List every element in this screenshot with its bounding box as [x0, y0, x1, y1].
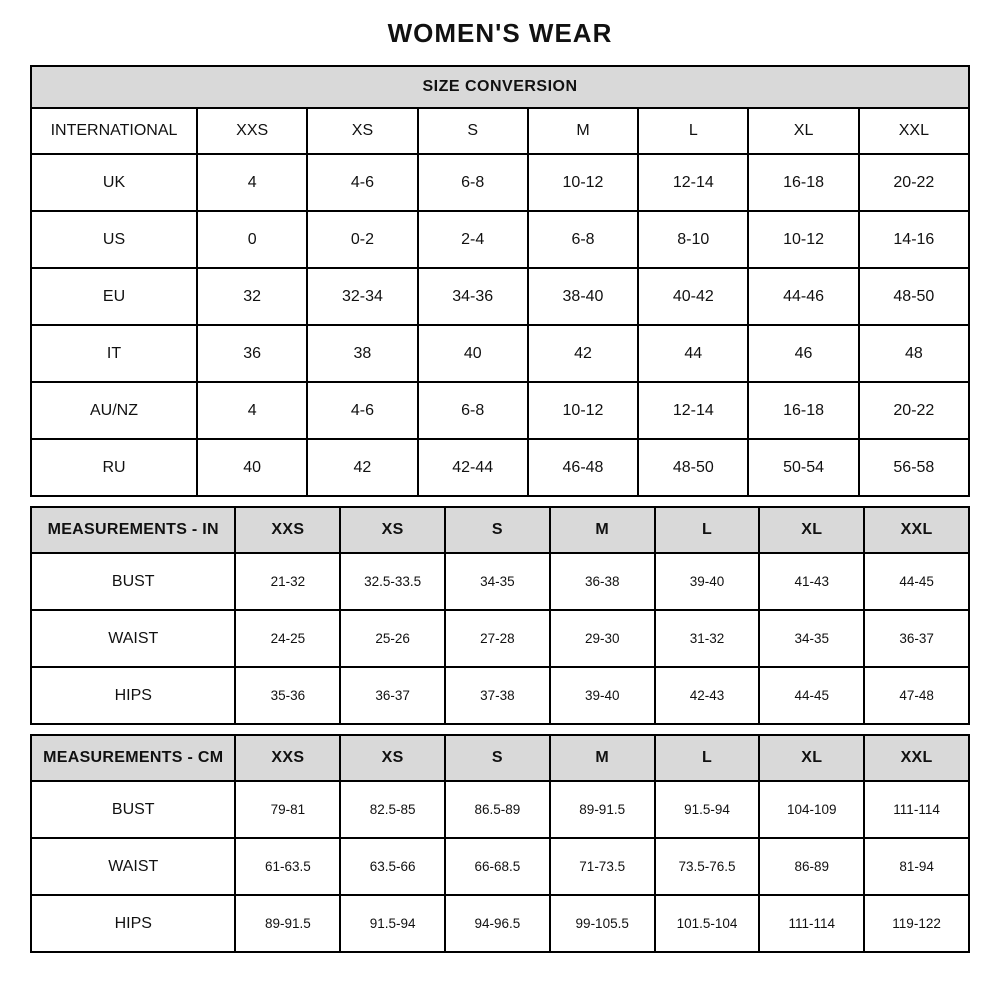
- table-cell: 32-34: [307, 268, 417, 325]
- table-row: [31, 325, 969, 382]
- table-cell: 119-122: [864, 895, 969, 952]
- column-header: L: [655, 735, 760, 781]
- table-title-cell: INTERNATIONAL: [31, 108, 197, 154]
- table-cell: 48-50: [859, 268, 969, 325]
- table-row: [31, 439, 969, 496]
- table-row: [31, 838, 969, 895]
- table-cell: 42-44: [418, 439, 528, 496]
- table-cell: 4-6: [307, 382, 417, 439]
- table-cell: 12-14: [638, 154, 748, 211]
- column-header: XXL: [859, 108, 969, 154]
- table-cell: 73.5-76.5: [655, 838, 760, 895]
- table-row: [31, 154, 969, 211]
- row-label: HIPS: [31, 667, 235, 724]
- column-header: S: [445, 507, 550, 553]
- table-cell: 8-10: [638, 211, 748, 268]
- table-cell: 10-12: [528, 154, 638, 211]
- table-cell: 44-45: [759, 667, 864, 724]
- table-cell: 89-91.5: [550, 781, 655, 838]
- table-cell: 50-54: [748, 439, 858, 496]
- table-row: [31, 610, 969, 667]
- table-title-cell: MEASUREMENTS - IN: [31, 507, 235, 553]
- table-cell: 40-42: [638, 268, 748, 325]
- table-cell: 46-48: [528, 439, 638, 496]
- table-cell: 46: [748, 325, 858, 382]
- table-cell: 111-114: [864, 781, 969, 838]
- table-cell: 12-14: [638, 382, 748, 439]
- table-cell: 35-36: [235, 667, 340, 724]
- measurements-cm-table: [30, 734, 970, 953]
- table-header-row: [31, 507, 969, 553]
- column-header: XL: [759, 507, 864, 553]
- measurements-in-table: [30, 506, 970, 725]
- table-cell: 32: [197, 268, 307, 325]
- table-row: [31, 781, 969, 838]
- table-cell: 39-40: [550, 667, 655, 724]
- table-cell: 16-18: [748, 382, 858, 439]
- table-cell: 10-12: [528, 382, 638, 439]
- table-cell: 86.5-89: [445, 781, 550, 838]
- column-header: XL: [748, 108, 858, 154]
- table-cell: 44: [638, 325, 748, 382]
- table-cell: 20-22: [859, 382, 969, 439]
- table-cell: 0: [197, 211, 307, 268]
- table-cell: 6-8: [418, 382, 528, 439]
- column-header: S: [418, 108, 528, 154]
- table-cell: 36-38: [550, 553, 655, 610]
- row-label: US: [31, 211, 197, 268]
- table-cell: 89-91.5: [235, 895, 340, 952]
- table-cell: 20-22: [859, 154, 969, 211]
- column-header: XS: [340, 735, 445, 781]
- table-row: [31, 667, 969, 724]
- table-cell: 4-6: [307, 154, 417, 211]
- column-header: XXL: [864, 507, 969, 553]
- table-row: [31, 382, 969, 439]
- table-cell: 40: [418, 325, 528, 382]
- table-cell: 111-114: [759, 895, 864, 952]
- table-cell: 94-96.5: [445, 895, 550, 952]
- table-cell: 104-109: [759, 781, 864, 838]
- size-conversion-table: [30, 65, 970, 497]
- column-header: XS: [307, 108, 417, 154]
- table-cell: 81-94: [864, 838, 969, 895]
- table-cell: 38: [307, 325, 417, 382]
- table-cell: 91.5-94: [340, 895, 445, 952]
- table-header-row: [31, 735, 969, 781]
- table-cell: 41-43: [759, 553, 864, 610]
- table-cell: 6-8: [528, 211, 638, 268]
- column-header: M: [550, 507, 655, 553]
- column-header: M: [528, 108, 638, 154]
- table-cell: 6-8: [418, 154, 528, 211]
- table-title-cell: MEASUREMENTS - CM: [31, 735, 235, 781]
- column-header: XXS: [235, 735, 340, 781]
- table-cell: 99-105.5: [550, 895, 655, 952]
- table-row: [31, 553, 969, 610]
- table-cell: 4: [197, 382, 307, 439]
- table-cell: 10-12: [748, 211, 858, 268]
- table-cell: 36-37: [864, 610, 969, 667]
- table-cell: 34-36: [418, 268, 528, 325]
- column-header: L: [638, 108, 748, 154]
- table-cell: 63.5-66: [340, 838, 445, 895]
- table-cell: 32.5-33.5: [340, 553, 445, 610]
- column-header: XS: [340, 507, 445, 553]
- table-cell: 27-28: [445, 610, 550, 667]
- table-cell: 0-2: [307, 211, 417, 268]
- page-title: WOMEN'S WEAR: [387, 18, 613, 48]
- row-label: IT: [31, 325, 197, 382]
- column-header: S: [445, 735, 550, 781]
- table-cell: 48-50: [638, 439, 748, 496]
- table-cell: 44-45: [864, 553, 969, 610]
- column-header: XL: [759, 735, 864, 781]
- table-cell: 2-4: [418, 211, 528, 268]
- table-cell: 34-35: [759, 610, 864, 667]
- table-cell: 34-35: [445, 553, 550, 610]
- column-header: XXS: [197, 108, 307, 154]
- row-label: AU/NZ: [31, 382, 197, 439]
- table-cell: 31-32: [655, 610, 760, 667]
- table-row: [31, 268, 969, 325]
- table-cell: 101.5-104: [655, 895, 760, 952]
- table-cell: 40: [197, 439, 307, 496]
- table-cell: 29-30: [550, 610, 655, 667]
- table-cell: 14-16: [859, 211, 969, 268]
- table-cell: 86-89: [759, 838, 864, 895]
- table-cell: 25-26: [340, 610, 445, 667]
- table-cell: 24-25: [235, 610, 340, 667]
- column-header: XXS: [235, 507, 340, 553]
- table-cell: 37-38: [445, 667, 550, 724]
- column-header: XXL: [864, 735, 969, 781]
- table-cell: 66-68.5: [445, 838, 550, 895]
- column-header: L: [655, 507, 760, 553]
- table-cell: 56-58: [859, 439, 969, 496]
- row-label: BUST: [31, 781, 235, 838]
- row-label: WAIST: [31, 610, 235, 667]
- table-cell: 82.5-85: [340, 781, 445, 838]
- row-label: EU: [31, 268, 197, 325]
- table-banner: SIZE CONVERSION: [31, 66, 969, 108]
- table-cell: 38-40: [528, 268, 638, 325]
- table-cell: 39-40: [655, 553, 760, 610]
- table-cell: 36: [197, 325, 307, 382]
- column-header: M: [550, 735, 655, 781]
- table-cell: 42: [528, 325, 638, 382]
- table-cell: 44-46: [748, 268, 858, 325]
- table-cell: 42-43: [655, 667, 760, 724]
- table-cell: 79-81: [235, 781, 340, 838]
- table-cell: 71-73.5: [550, 838, 655, 895]
- row-label: WAIST: [31, 838, 235, 895]
- table-cell: 36-37: [340, 667, 445, 724]
- row-label: BUST: [31, 553, 235, 610]
- table-cell: 42: [307, 439, 417, 496]
- table-row: [31, 895, 969, 952]
- table-cell: 21-32: [235, 553, 340, 610]
- table-header-row: [31, 108, 969, 154]
- row-label: RU: [31, 439, 197, 496]
- table-cell: 16-18: [748, 154, 858, 211]
- row-label: HIPS: [31, 895, 235, 952]
- table-cell: 4: [197, 154, 307, 211]
- table-cell: 48: [859, 325, 969, 382]
- row-label: UK: [31, 154, 197, 211]
- table-cell: 47-48: [864, 667, 969, 724]
- table-row: [31, 211, 969, 268]
- table-cell: 61-63.5: [235, 838, 340, 895]
- table-cell: 91.5-94: [655, 781, 760, 838]
